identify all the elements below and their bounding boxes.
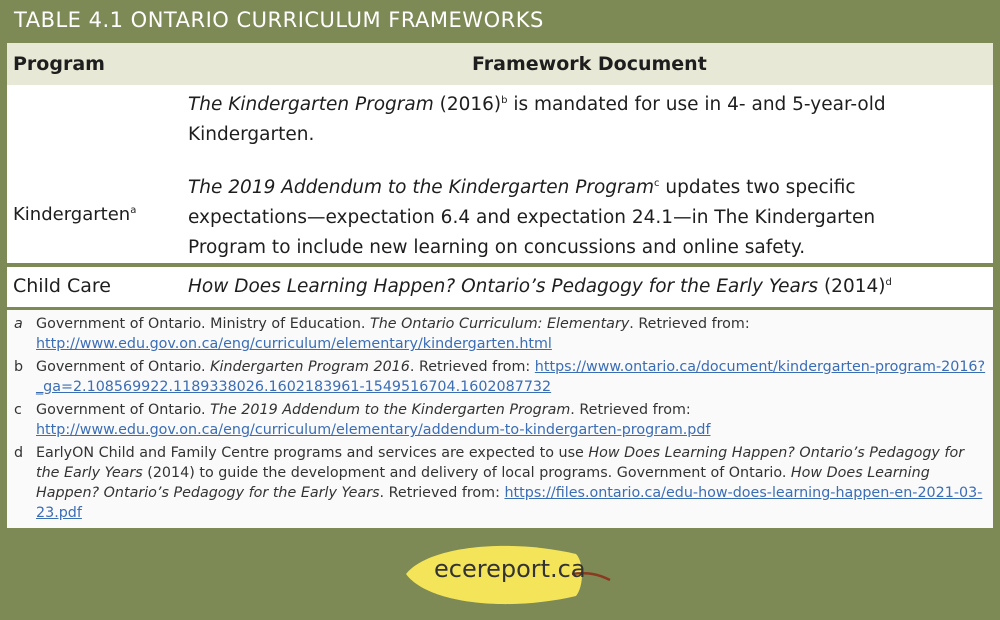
footnote-text: Government of Ontario. Ministry of Education. (36, 316, 371, 332)
footnote-text: EarlyON Child and Family Centre programs and services are expected to use (36, 445, 589, 461)
program-child-care: Child Care (13, 275, 111, 297)
footnote-text: . Retrieved from: (629, 316, 750, 332)
footnote-italic: The Ontario Curriculum: Elementary (370, 316, 630, 332)
footnote-ref-d: d (885, 276, 892, 288)
footnote-text: . Retrieved from: (379, 485, 505, 501)
footnote-italic: How Does Learning Happen? Ontario’s Pedagogy for the Early Years (36, 445, 965, 481)
footnote-ref-b: b (501, 94, 508, 106)
footnote-ref-c: c (654, 177, 660, 189)
footnote-letter: c (14, 402, 22, 418)
doc-description: is mandated for use in 4- and 5-year-old Kindergarten. (188, 94, 886, 145)
doc-title: How Does Learning Happen? Ontario’s Pedagogy for the Early Years (188, 276, 819, 297)
header-program: Program (13, 53, 105, 75)
table-title: TABLE 4.1 ONTARIO CURRICULUM FRAMEWORKS (14, 8, 544, 32)
footnote-text: Government of Ontario. (36, 402, 211, 418)
doc-description: updates two specific expectations—expectation 6.4 and expectation 24.1—in The Kindergarten Program to include new learning on concussions and online safety. (188, 177, 876, 258)
doc-year: (2016) (433, 94, 502, 115)
program-label: Kindergarten (13, 204, 131, 225)
brand-label: ecereport.ca (434, 555, 586, 583)
footnote-ref-a: a (130, 205, 137, 216)
table-panel (7, 43, 993, 528)
footnote-italic: How Does Learning Happen? Ontario’s Pedagogy for the Early Years (36, 465, 930, 501)
framework-doc-kindergarten-program (188, 90, 958, 150)
footnote-letter: d (14, 445, 24, 461)
footnote-text: Government of Ontario. (36, 359, 211, 375)
ecereport-logo[interactable] (398, 540, 628, 612)
footnote-link[interactable]: http://www.edu.gov.on.ca/eng/curriculum/elementary/kindergarten.html (36, 336, 552, 352)
program-kindergarten (13, 204, 136, 225)
footnote-text: . Retrieved from: (409, 359, 535, 375)
table-row-child-care (7, 267, 993, 307)
footnote-italic: Kindergarten Program 2016 (210, 359, 410, 375)
footnote-italic: The 2019 Addendum to the Kindergarten Program (210, 402, 571, 418)
footnote-link[interactable]: http://www.edu.gov.on.ca/eng/curriculum/elementary/addendum-to-kindergarten-program.pdf (36, 422, 711, 438)
footnotes (7, 310, 993, 528)
doc-year: (2014) (818, 276, 886, 297)
doc-title: The 2019 Addendum to the Kindergarten Program (188, 177, 655, 198)
footnote-link[interactable]: https://files.ontario.ca/edu-how-does-learning-happen-en-2021-03-23.pdf (36, 485, 983, 521)
footnote-letter: a (14, 316, 23, 332)
doc-title: The Kindergarten Program (188, 94, 434, 115)
framework-doc-addendum (188, 173, 958, 263)
footnote-link[interactable]: https://www.ontario.ca/document/kindergarten-program-2016?_ga=2.108569922.1189338026.1602183961-1549516704.1602087732 (36, 359, 986, 395)
table-header (7, 43, 993, 85)
footnote-letter: b (14, 359, 24, 375)
framework-doc-how-does-learning-happen (188, 272, 958, 302)
header-framework: Framework Document (472, 53, 707, 75)
footnote-text: (2014) to guide the development and delivery of local programs. Government of Ontario. (142, 465, 791, 481)
footnote-text: . Retrieved from: (570, 402, 691, 418)
